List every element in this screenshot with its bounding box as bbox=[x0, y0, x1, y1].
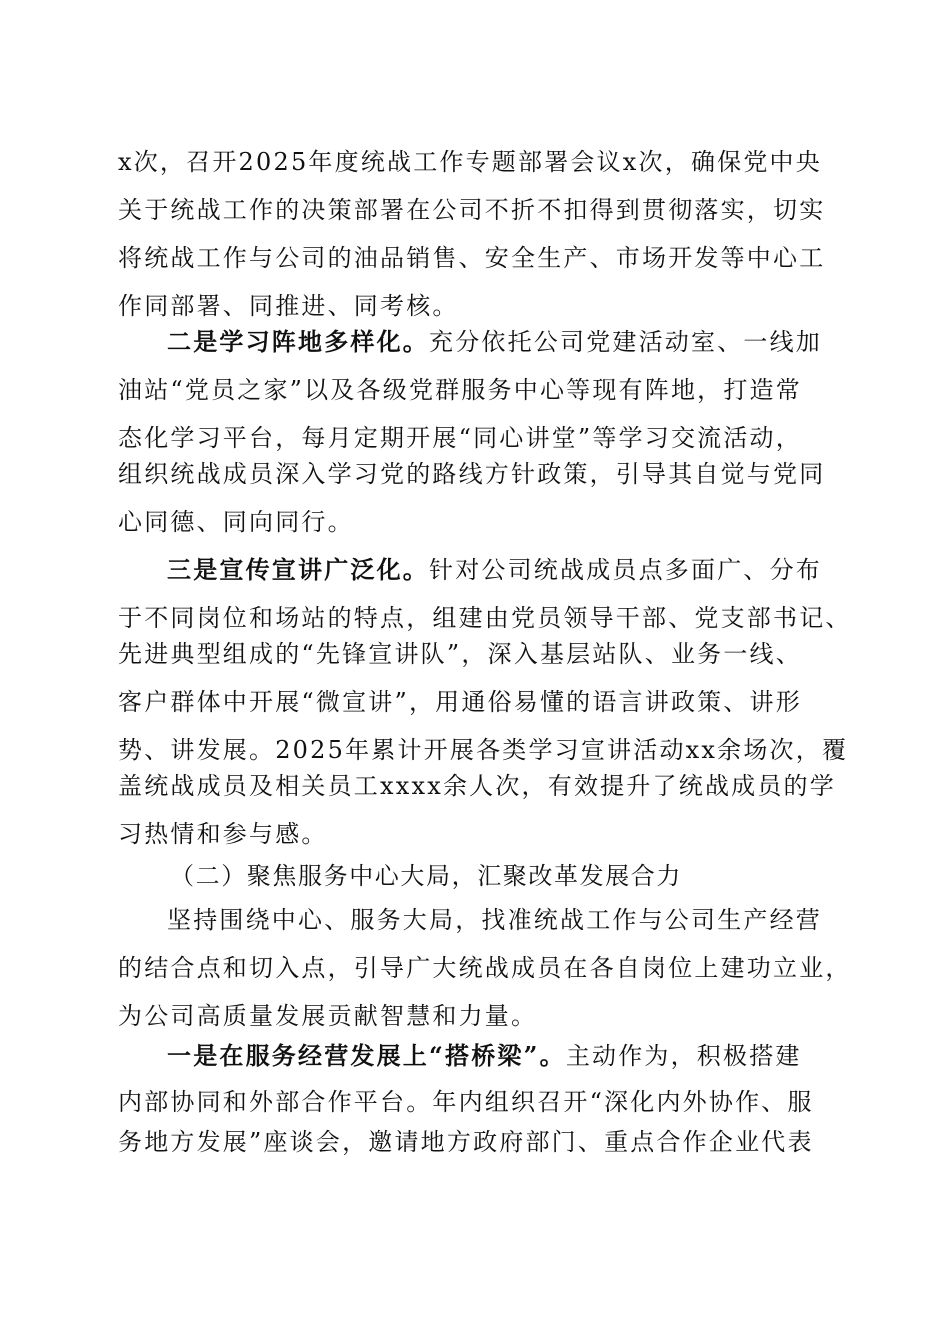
paragraph-text: 针对公司统战成员点多面广、分布 bbox=[429, 556, 822, 584]
paragraph-line: 于不同岗位和场站的特点，组建由党员领导干部、党支部书记、 bbox=[118, 604, 852, 632]
paragraph-line: 态化学习平台，每月定期开展“同心讲堂”等学习交流活动， bbox=[118, 424, 802, 452]
paragraph-line: 关于统战工作的决策部署在公司不折不扣得到贯彻落实，切实 bbox=[118, 196, 826, 224]
bold-lead: 二是学习阵地多样化。 bbox=[167, 327, 429, 356]
paragraph-line: 油站“党员之家”以及各级党群服务中心等现有阵地，打造常 bbox=[118, 376, 802, 404]
paragraph-line: 的结合点和切入点，引导广大统战成员在各自岗位上建功立业， bbox=[118, 954, 852, 982]
paragraph-line: 作同部署、同推进、同考核。 bbox=[118, 292, 459, 320]
bold-lead: 一是在服务经营发展上“搭桥梁”。 bbox=[167, 1041, 566, 1070]
paragraph-text: 主动作为，积极搭建 bbox=[565, 1042, 802, 1070]
paragraph-line bbox=[167, 317, 822, 367]
paragraph-line: 组织统战成员深入学习党的路线方针政策，引导其自觉与党同 bbox=[118, 460, 826, 488]
paragraph-line: x次，召开2025年度统战工作专题部署会议x次，确保党中央 bbox=[118, 148, 822, 176]
paragraph-line: 将统战工作与公司的油品销售、安全生产、市场开发等中心工 bbox=[118, 244, 826, 272]
paragraph-line: 势、讲发展。2025年累计开展各类学习宣讲活动xx余场次，覆 bbox=[118, 736, 849, 764]
paragraph-text: 充分依托公司党建活动室、一线加 bbox=[429, 328, 822, 356]
paragraph-line: 先进典型组成的“先锋宣讲队”，深入基层站队、业务一线、 bbox=[118, 640, 802, 668]
paragraph-line: 内部协同和外部合作平台。年内组织召开“深化内外协作、服 bbox=[118, 1088, 814, 1116]
paragraph-line: 坚持围绕中心、服务大局，找准统战工作与公司生产经营 bbox=[167, 906, 822, 934]
paragraph-line: 务地方发展”座谈会，邀请地方政府部门、重点合作企业代表 bbox=[118, 1128, 814, 1156]
paragraph-line: 客户群体中开展“微宣讲”，用通俗易懂的语言讲政策、讲形 bbox=[118, 688, 802, 716]
paragraph-line bbox=[167, 545, 822, 595]
section-heading: （二）聚焦服务中心大局，汇聚改革发展合力 bbox=[170, 862, 682, 890]
paragraph-line: 盖统战成员及相关员工xxxx余人次，有效提升了统战成员的学 bbox=[118, 772, 836, 800]
bold-lead: 三是宣传宣讲广泛化。 bbox=[167, 555, 429, 584]
paragraph-line: 习热情和参与感。 bbox=[118, 820, 328, 848]
paragraph-line: 为公司高质量发展贡献智慧和力量。 bbox=[118, 1002, 538, 1030]
paragraph-line bbox=[167, 1031, 802, 1081]
paragraph-line: 心同德、同向同行。 bbox=[118, 508, 354, 536]
